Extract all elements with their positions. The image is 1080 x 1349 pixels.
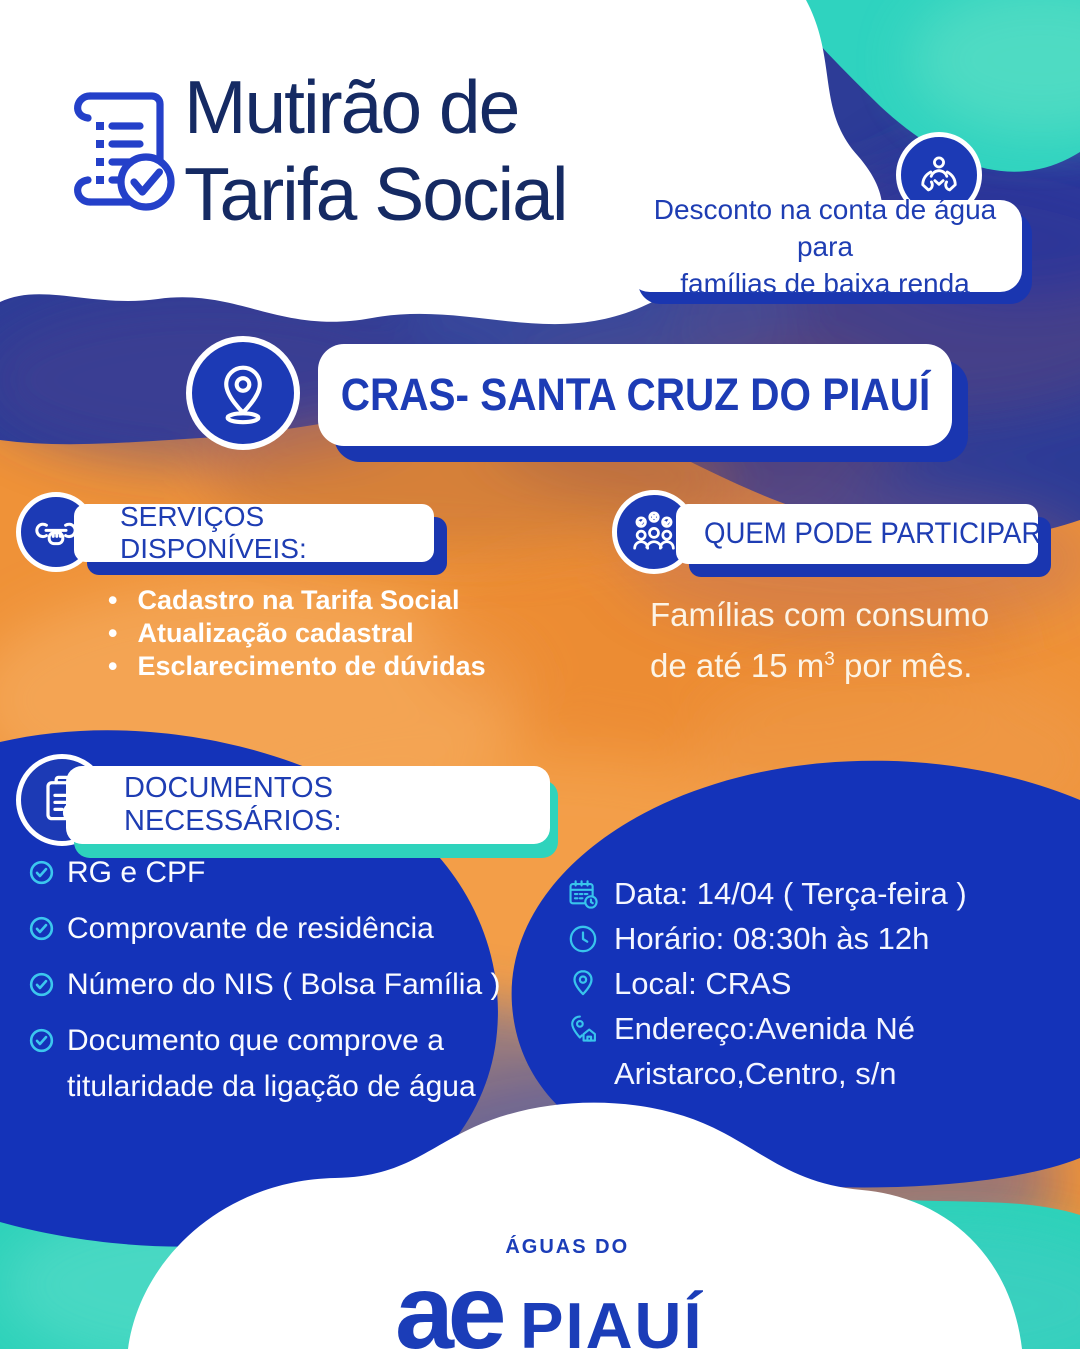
event-info bbox=[566, 874, 967, 1094]
documents-list bbox=[28, 856, 514, 1126]
event-row-date bbox=[566, 874, 967, 914]
event-row-place bbox=[566, 964, 967, 1004]
badge-line-1: Desconto na conta de água para bbox=[653, 193, 997, 262]
list-item bbox=[108, 617, 486, 650]
clock-icon bbox=[566, 922, 600, 956]
cubic-meter-sup: 3 bbox=[824, 649, 835, 670]
participants-text bbox=[650, 592, 989, 688]
documents-heading bbox=[66, 766, 550, 844]
services-heading-label: SERVIÇOS DISPONÍVEIS: bbox=[120, 501, 307, 564]
document-item-label: RG e CPF bbox=[67, 856, 206, 889]
page-title bbox=[184, 64, 567, 238]
consumption-text: de até 15 m bbox=[650, 647, 825, 684]
logo-row bbox=[394, 1253, 704, 1349]
participants-heading bbox=[676, 504, 1042, 564]
map-pin-icon bbox=[186, 336, 300, 450]
participants-heading-label: QUEM PODE PARTICIPAR bbox=[704, 517, 1042, 550]
pin-house-icon bbox=[566, 1012, 600, 1046]
list-item bbox=[28, 1024, 514, 1110]
services-list bbox=[108, 584, 486, 683]
title-line-1: Mutirão de bbox=[184, 65, 519, 149]
location-banner-label: CRAS- SANTA CRUZ DO PIAUÍ bbox=[340, 369, 930, 420]
event-address-label: Endereço:Avenida Né bbox=[614, 1011, 916, 1046]
badge-line-2: famílias de baixa renda bbox=[680, 267, 970, 299]
map-pin-icon bbox=[566, 967, 600, 1001]
check-circle-icon bbox=[28, 915, 55, 942]
event-date-label: Data: 14/04 ( Terça-feira ) bbox=[614, 876, 967, 911]
logo-name-label: PIAUÍ bbox=[520, 1289, 704, 1349]
event-row-address bbox=[566, 1009, 967, 1049]
check-circle-icon bbox=[28, 859, 55, 886]
document-item-label: Comprovante de residência bbox=[67, 912, 434, 945]
calendar-icon bbox=[566, 877, 600, 911]
title-line-2: Tarifa Social bbox=[184, 152, 567, 236]
check-circle-icon bbox=[28, 971, 55, 998]
location-banner bbox=[318, 344, 952, 446]
discount-badge bbox=[628, 193, 1022, 299]
consumption-text-end: por mês. bbox=[834, 647, 973, 684]
document-check-icon bbox=[60, 86, 176, 222]
participants-line-2 bbox=[650, 637, 989, 688]
list-item bbox=[108, 584, 486, 617]
event-place-label: Local: CRAS bbox=[614, 966, 792, 1001]
event-row-time bbox=[566, 919, 967, 959]
service-item-label: • Esclarecimento de dúvidas bbox=[137, 651, 486, 681]
event-time-label: Horário: 08:30h às 12h bbox=[614, 921, 930, 956]
aguas-do-piaui-logo bbox=[395, 1236, 704, 1349]
document-item-label: Documento que comprove a titularidade da ligação de água bbox=[67, 1024, 476, 1103]
list-item bbox=[28, 856, 514, 896]
logo-top-label: ÁGUAS DO bbox=[505, 1236, 630, 1258]
service-item-label: • Cadastro na Tarifa Social bbox=[137, 585, 460, 615]
participants-line-1: Famílias com consumo bbox=[650, 596, 990, 633]
list-item bbox=[108, 650, 486, 683]
event-address-line2: Aristarco,Centro, s/n bbox=[614, 1056, 897, 1091]
documents-heading-label: DOCUMENTOS NECESSÁRIOS: bbox=[124, 772, 342, 837]
document-item-label: Número do NIS ( Bolsa Família ) bbox=[67, 968, 501, 1001]
services-heading bbox=[74, 501, 434, 564]
list-item bbox=[28, 912, 514, 952]
check-circle-icon bbox=[28, 1027, 55, 1054]
service-item-label: • Atualização cadastral bbox=[137, 618, 414, 648]
ae-logomark: ae bbox=[394, 1253, 501, 1349]
list-item bbox=[28, 968, 514, 1008]
